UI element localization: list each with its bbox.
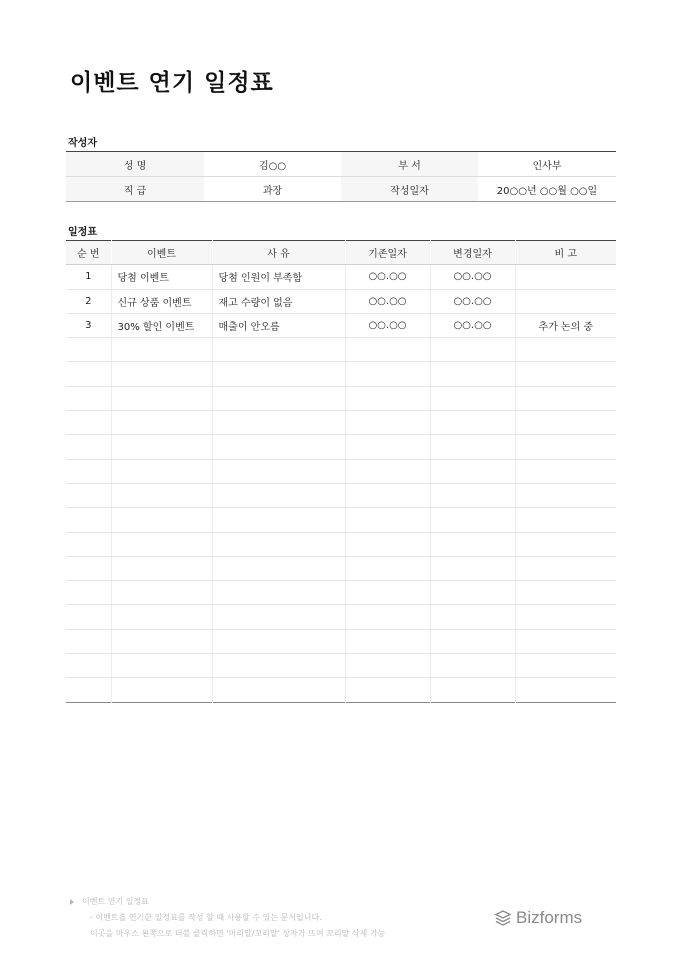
remarks-cell	[515, 435, 616, 459]
name-label: 성 명	[66, 152, 204, 177]
changed-date-cell	[430, 508, 515, 532]
changed-date-cell	[430, 629, 515, 653]
footer	[70, 894, 385, 942]
original-date-cell	[345, 629, 430, 653]
table-row	[66, 508, 616, 532]
reason-cell	[212, 581, 345, 605]
seq-cell	[66, 556, 111, 580]
remarks-cell	[515, 483, 616, 507]
remarks-cell	[515, 532, 616, 556]
remarks-cell	[515, 605, 616, 629]
table-row	[66, 629, 616, 653]
original-date-cell: ○○.○○	[345, 313, 430, 337]
seq-cell	[66, 435, 111, 459]
remarks-cell	[515, 508, 616, 532]
footer-line: - 이벤트를 연기한 일정표를 작성 할 때 사용할 수 있는 문서입니다.	[90, 913, 322, 922]
seq-cell	[66, 654, 111, 678]
seq-cell: 2	[66, 289, 111, 313]
event-cell	[111, 654, 212, 678]
table-row	[66, 386, 616, 410]
event-cell	[111, 605, 212, 629]
event-cell	[111, 435, 212, 459]
schedule-table-body	[66, 241, 616, 703]
schedule-section-label: 일정표	[68, 227, 97, 238]
event-cell	[111, 483, 212, 507]
author-row	[66, 152, 616, 177]
changed-date-cell: ○○.○○	[430, 265, 515, 289]
changed-date-cell	[430, 483, 515, 507]
original-date-cell	[345, 678, 430, 702]
reason-cell: 재고 수량이 없음	[212, 289, 345, 313]
changed-date-cell	[430, 581, 515, 605]
remarks-cell	[515, 386, 616, 410]
seq-cell	[66, 581, 111, 605]
original-date-cell	[345, 581, 430, 605]
remarks-cell	[515, 654, 616, 678]
original-date-cell	[345, 459, 430, 483]
reason-cell	[212, 338, 345, 362]
table-row	[66, 313, 616, 337]
original-date-cell	[345, 435, 430, 459]
changed-date-cell	[430, 411, 515, 435]
changed-date-cell	[430, 338, 515, 362]
changed-date-cell	[430, 556, 515, 580]
table-row	[66, 289, 616, 313]
remarks-cell	[515, 459, 616, 483]
column-header: 비 고	[515, 241, 616, 265]
remarks-cell	[515, 678, 616, 702]
table-row	[66, 338, 616, 362]
event-cell	[111, 338, 212, 362]
column-header: 변경일자	[430, 241, 515, 265]
author-row	[66, 177, 616, 202]
changed-date-cell: ○○.○○	[430, 313, 515, 337]
remarks-cell	[515, 289, 616, 313]
reason-cell	[212, 483, 345, 507]
remarks-cell	[515, 362, 616, 386]
reason-cell	[212, 629, 345, 653]
original-date-cell: ○○.○○	[345, 265, 430, 289]
changed-date-cell	[430, 362, 515, 386]
table-row	[66, 605, 616, 629]
event-cell	[111, 556, 212, 580]
seq-cell: 1	[66, 265, 111, 289]
event-cell	[111, 532, 212, 556]
seq-cell	[66, 411, 111, 435]
arrow-icon	[70, 899, 74, 905]
event-cell	[111, 581, 212, 605]
reason-cell: 당첨 인원이 부족함	[212, 265, 345, 289]
reason-cell: 매출이 안오름	[212, 313, 345, 337]
reason-cell	[212, 678, 345, 702]
stacked-layers-icon	[494, 909, 512, 927]
event-cell	[111, 508, 212, 532]
event-cell: 당첨 이벤트	[111, 265, 212, 289]
reason-cell	[212, 459, 345, 483]
column-header: 사 유	[212, 241, 345, 265]
seq-cell	[66, 605, 111, 629]
schedule-table	[66, 240, 616, 703]
remarks-cell: 추가 논의 중	[515, 313, 616, 337]
footer-line: 이곳을 마우스 왼쪽으로 더블 클릭하면 '머리말/꼬리말' 상자가 뜨며 꼬리말 삭제 가능	[90, 929, 386, 938]
original-date-cell	[345, 483, 430, 507]
changed-date-cell	[430, 459, 515, 483]
original-date-cell	[345, 411, 430, 435]
reason-cell	[212, 435, 345, 459]
seq-cell: 3	[66, 313, 111, 337]
seq-cell	[66, 362, 111, 386]
department-value: 인사부	[478, 152, 616, 177]
reason-cell	[212, 532, 345, 556]
column-header: 기존일자	[345, 241, 430, 265]
table-row	[66, 435, 616, 459]
seq-cell	[66, 386, 111, 410]
document-title: 이벤트 연기 일정표	[70, 70, 274, 96]
position-value: 과장	[262, 185, 283, 197]
original-date-cell	[345, 386, 430, 410]
changed-date-cell	[430, 605, 515, 629]
changed-date-cell	[430, 386, 515, 410]
reason-cell	[212, 411, 345, 435]
remarks-cell	[515, 556, 616, 580]
seq-cell	[66, 338, 111, 362]
brand-logo	[494, 908, 582, 928]
reason-cell	[212, 556, 345, 580]
changed-date-cell: ○○.○○	[430, 289, 515, 313]
column-header: 이벤트	[111, 241, 212, 265]
original-date-cell	[345, 605, 430, 629]
seq-cell	[66, 678, 111, 702]
event-cell	[111, 362, 212, 386]
table-row	[66, 411, 616, 435]
event-cell	[111, 678, 212, 702]
changed-date-cell	[430, 435, 515, 459]
original-date-cell	[345, 508, 430, 532]
brand-name: Bizforms	[516, 908, 583, 927]
event-cell: 30% 할인 이벤트	[111, 313, 212, 337]
position-label: 직 급	[66, 177, 204, 202]
event-cell	[111, 459, 212, 483]
table-row	[66, 362, 616, 386]
event-cell	[111, 629, 212, 653]
original-date-cell	[345, 654, 430, 678]
author-table	[66, 151, 616, 202]
reason-cell	[212, 362, 345, 386]
column-header: 순 번	[66, 241, 111, 265]
name-value: 김○○	[204, 152, 341, 177]
table-row	[66, 678, 616, 702]
reason-cell	[212, 605, 345, 629]
table-row	[66, 581, 616, 605]
seq-cell	[66, 483, 111, 507]
schedule-header-row	[66, 241, 616, 265]
changed-date-cell	[430, 678, 515, 702]
event-cell	[111, 386, 212, 410]
remarks-cell	[515, 411, 616, 435]
seq-cell	[66, 629, 111, 653]
original-date-cell	[345, 362, 430, 386]
original-date-cell	[345, 532, 430, 556]
table-row	[66, 556, 616, 580]
table-row	[66, 654, 616, 678]
changed-date-cell	[430, 654, 515, 678]
reason-cell	[212, 386, 345, 410]
author-section-label: 작성자	[68, 138, 97, 149]
remarks-cell	[515, 629, 616, 653]
remarks-cell	[515, 581, 616, 605]
department-label: 부 서	[341, 152, 478, 177]
table-row	[66, 483, 616, 507]
event-cell: 신규 상품 이벤트	[111, 289, 212, 313]
table-row	[66, 459, 616, 483]
original-date-cell	[345, 556, 430, 580]
seq-cell	[66, 532, 111, 556]
footer-heading: 이벤트 연기 일정표	[82, 897, 149, 906]
seq-cell	[66, 508, 111, 532]
table-row	[66, 265, 616, 289]
date-label: 작성일자	[341, 177, 478, 202]
remarks-cell	[515, 338, 616, 362]
original-date-cell	[345, 338, 430, 362]
date-value: 20○○년 ○○월 ○○일	[496, 185, 598, 197]
original-date-cell: ○○.○○	[345, 289, 430, 313]
event-cell	[111, 411, 212, 435]
seq-cell	[66, 459, 111, 483]
reason-cell	[212, 654, 345, 678]
reason-cell	[212, 508, 345, 532]
changed-date-cell	[430, 532, 515, 556]
remarks-cell	[515, 265, 616, 289]
table-row	[66, 532, 616, 556]
